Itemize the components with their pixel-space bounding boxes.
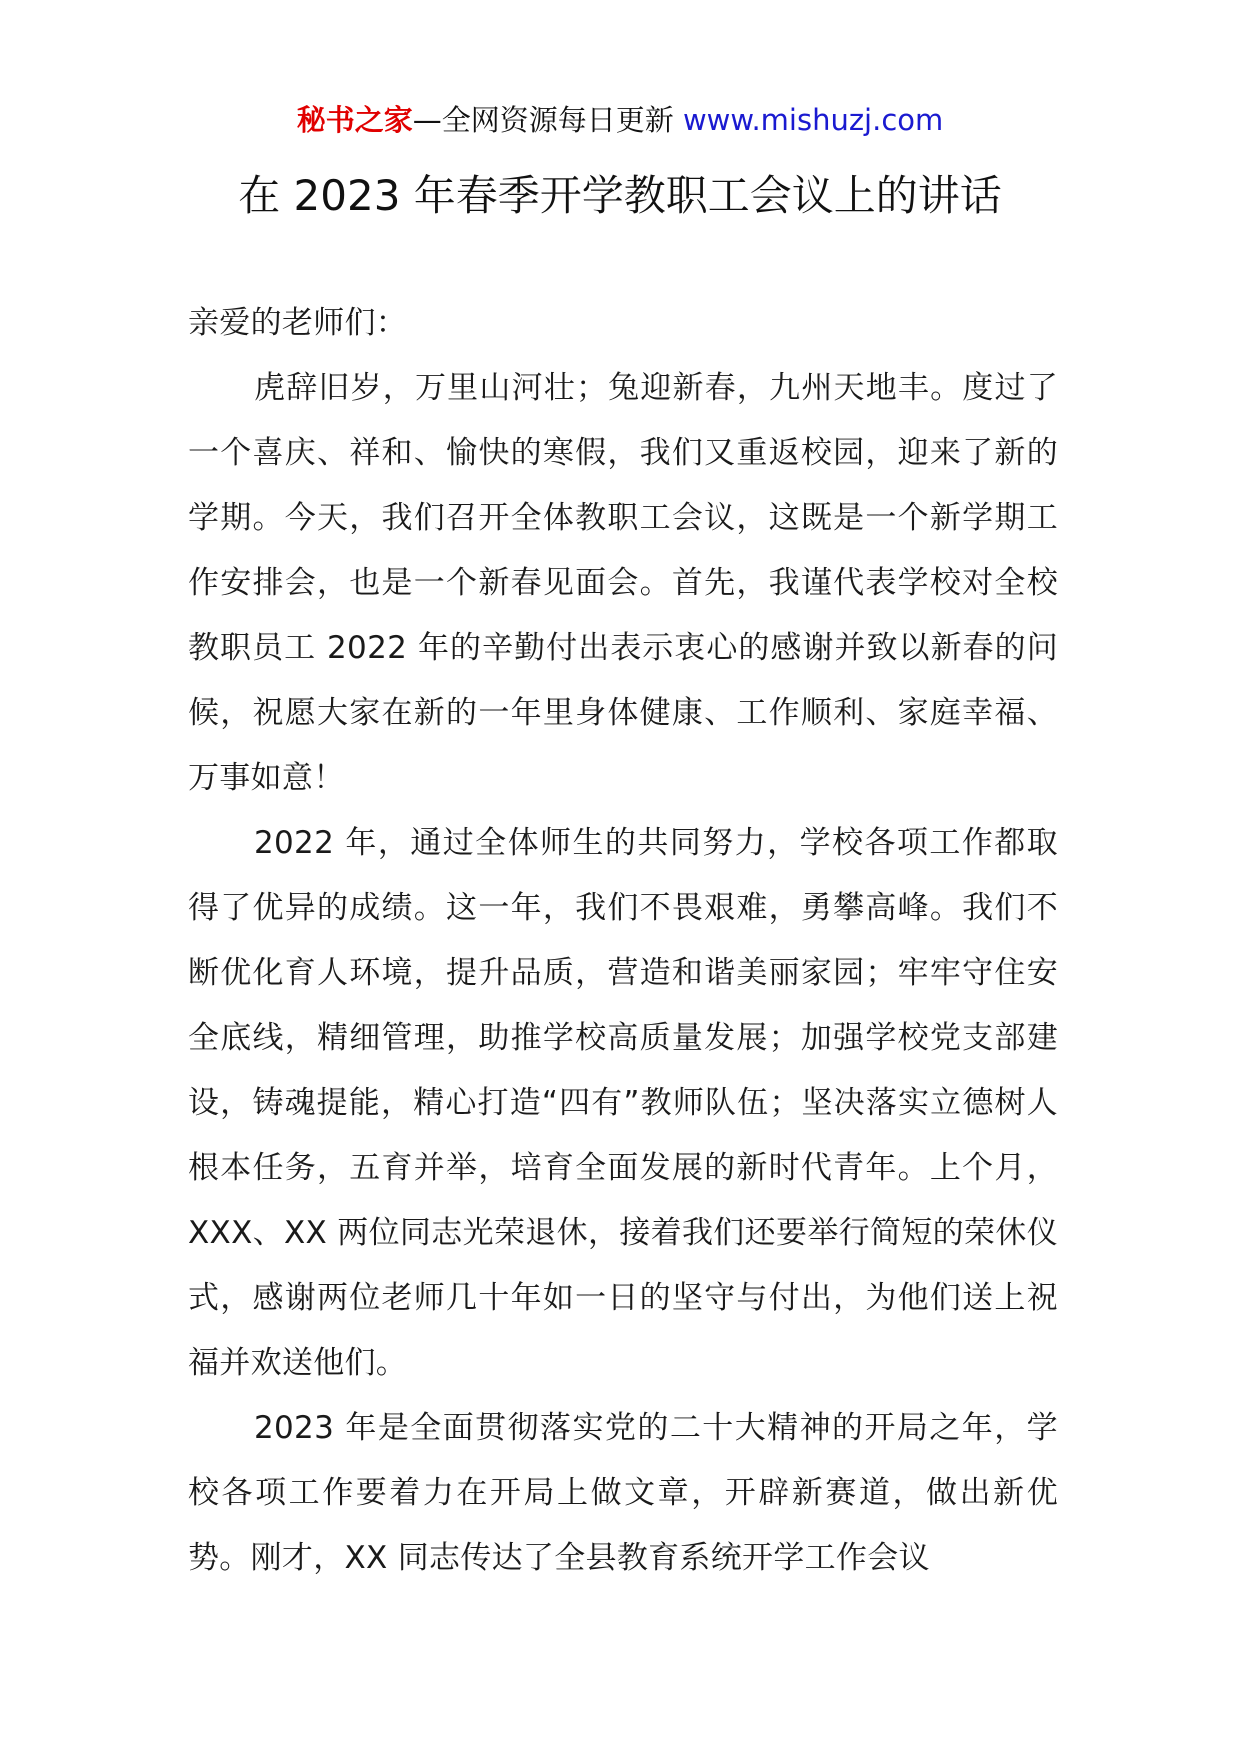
document-body xyxy=(188,291,1058,1591)
paragraph-1: 虎辞旧岁，万里山河壮；兔迎新春，九州天地丰。度过了一个喜庆、祥和、愉快的寒假，我们又重返校园，迎来了新的学期。今天，我们召开全体教职工会议，这既是一个新学期工作安排会，也是一个新春见面会。首先，我谨代表学校对全校教职员工 2022 年的辛勤付出表示衷心的感谢并致以新春的问候，祝愿大家在新的一年里身体健康、工作顺利、家庭幸福、万事如意！ xyxy=(188,370,1058,796)
site-url-link[interactable]: www.mishuzj.com xyxy=(682,103,944,137)
site-header xyxy=(0,100,1240,140)
document-title: 在 2023 年春季开学教职工会议上的讲话 xyxy=(238,171,1002,220)
header-tagline: —全网资源每日更新 xyxy=(412,103,674,137)
paragraph-3: 2023 年是全面贯彻落实党的二十大精神的开局之年，学校各项工作要着力在开局上做文章，开辟新赛道，做出新优势。刚才，XX 同志传达了全县教育系统开学工作会议 xyxy=(188,1410,1058,1576)
salutation: 亲爱的老师们： xyxy=(188,305,408,341)
paragraph-2: 2022 年，通过全体师生的共同努力，学校各项工作都取得了优异的成绩。这一年，我们不畏艰难，勇攀高峰。我们不断优化育人环境，提升品质，营造和谐美丽家园；牢牢守住安全底线，精细管理，助推学校高质量发展；加强学校党支部建设，铸魂提能，精心打造“四有”教师队伍；坚决落实立德树人根本任务，五育并举，培育全面发展的新时代青年。上个月，XXX、XX 两位同志光荣退休，接着我们还要举行简短的荣休仪式，感谢两位老师几十年如一日的坚守与付出，为他们送上祝福并欢送他们。 xyxy=(188,825,1058,1381)
brand-name: 秘书之家 xyxy=(296,103,413,137)
